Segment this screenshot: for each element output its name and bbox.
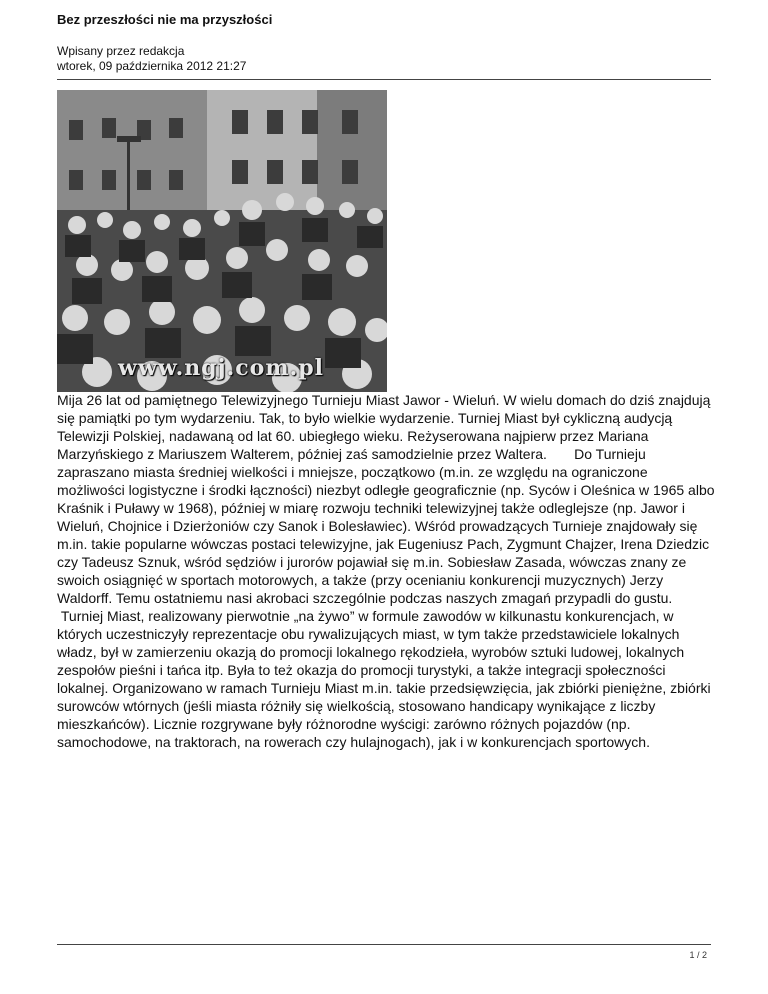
article-photo bbox=[57, 90, 387, 392]
author-line: Wpisany przez redakcja bbox=[57, 44, 185, 58]
crowd-photo-illustration bbox=[57, 90, 387, 392]
photo-watermark: www.ngj.com.pl bbox=[118, 355, 325, 381]
footer-divider bbox=[57, 944, 711, 945]
header-divider bbox=[57, 79, 711, 80]
article-title: Bez przeszłości nie ma przyszłości bbox=[57, 12, 273, 27]
article-body bbox=[57, 391, 717, 751]
article-paragraph-2: Turniej Miast, realizowany pierwotnie „na żywo” w formule zawodów w kilkunastu konkurencjach, w których uczestniczyły reprezentacje obu rywalizujących miast, w tym także przedstawiciele lokalnych władz, był w zamierzeniu okazją do promocji lokalnego rękodzieła, wyrobów sztuki ludowej, lokalnych zespołów pieśni i tańca itp. Była to też okazja do promocji turystyki, a także integracji społeczności lokalnej. Organizowano w ramach Turnieju Miast m.in. takie przedsięwzięcia, jak zbiórki pieniężne, zbiórki surowców wtórnych (jeśli miasta różniły się wielkością, stosowano handicapy wynikające z liczby mieszkańców). Licznie rozgrywane były różnorodne wyścigi: zarówno różnych pojazdów (np. samochodowe, na traktorach, na rowerach czy hulajnogach), jak i w konkurencjach sportowych. bbox=[57, 608, 715, 750]
article-meta bbox=[57, 44, 246, 74]
date-line: wtorek, 09 października 2012 21:27 bbox=[57, 59, 247, 73]
article-paragraph-1: Mija 26 lat od pamiętnego Telewizyjnego Turnieju Miast Jawor - Wieluń. W wielu domach do dziś znajdują się pamiątki po tym wydarzeniu. Tak, to było wielkie wydarzenie. Turniej Miast był cykliczną audycją Telewizji Polskiej, nadawaną od lat 60. ubiegłego wieku. Reżyserowana najpierw przez Mariana Marzyńskiego z Mariuszem Walterem, później zaś samodzielnie przez Waltera. Do Turnieju zapraszano miasta średniej wielkości i mniejsze, początkowo (m.in. ze względu na ograniczone możliwości logistyczne i środki łączności) niezbyt odległe geograficznie (np. Syców i Oleśnica w 1965 albo Kraśnik i Puławy w 1968), później w miarę rozwoju techniki telewizyjnej także odleglejsze (np. Jawor i Wieluń, Chojnice i Dzierżoniów czy Sanok i Bolesławiec). Wśród prowadzących Turnieje znajdowały się m.in. takie popularne wówczas postaci telewizyjne, jak Eugeniusz Pach, Zygmunt Chajzer, Irena Dziedzic czy Tadeusz Sznuk, wśród sędziów i jurorów pojawiał się m.in. Sobiesław Zasada, wówczas znany ze swoich osiągnięć w sportach motorowych, a także (przy ocenianiu konkurencji muzycznych) Jerzy Waldorff. Temu ostatniemu nasi akrobaci szczególnie podczas naszych zmagań przypadli do gustu. bbox=[57, 392, 719, 606]
page-indicator: 1 / 2 bbox=[689, 950, 707, 960]
